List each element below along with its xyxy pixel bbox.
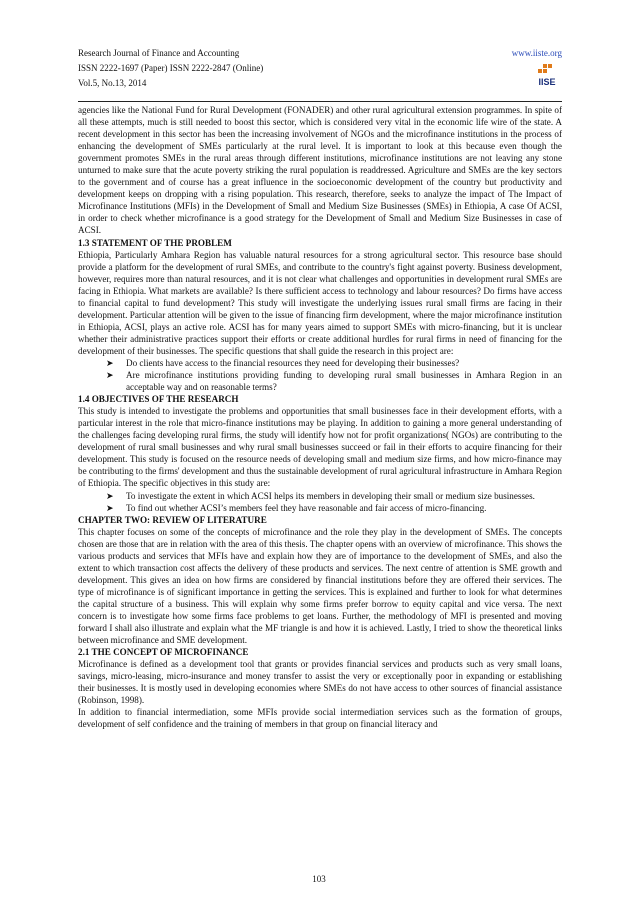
heading-chapter-two: CHAPTER TWO: REVIEW OF LITERATURE: [78, 514, 267, 525]
list-item: [106, 490, 562, 502]
paragraph-microfinance-definition: Microfinance is defined as a development tool that grants or provides financial services and products such as very small loans, savings, micro-leasing, micro-insurance and money transfer to assist the very or exceptionally poor in expanding or establishing their businesses. It is mostly used in developing economies where SMEs do not have access to other sources of financial assistance (Robinson, 1998).: [78, 659, 562, 706]
list-item: [106, 357, 562, 369]
arrow-bullet-icon: ➤: [106, 370, 114, 381]
arrow-bullet-icon: ➤: [106, 357, 114, 368]
heading-concept-of-microfinance: 2.1 THE CONCEPT OF MICROFINANCE: [78, 647, 249, 658]
research-questions-list: [78, 357, 562, 393]
logo-text: IISE: [538, 77, 556, 87]
journal-title: Research Journal of Finance and Accounting: [78, 48, 240, 58]
question-text: Do clients have access to the financial resources they need for developing their businesses?: [126, 357, 460, 368]
iiste-logo: [534, 63, 560, 89]
paragraph-intro-continued: agencies like the National Fund for Rural Development (FONADER) and other rural agricultural extension programmes. In spite of all these attempts, much is still needed to boost this sector, which is considered very vital in the economic life wire of the state. A recent development in this sector has been the increasing involvement of NGOs and the microfinance institutions in the process of enhancing the development of SMEs particularly at the rural level. It is important to look at this because even though the government promotes SMEs in the rural areas through different institutions, microfinance institutions are not leaving any stone unturned to make sure that the acute poverty striking the rural population is readdressed. Agriculture and SMEs are the key sectors to the government and of course has a great influence in the socioeconomic development of the country but productivity and development keeps on dropping with a rising population. This research, therefore, seeks to analyze the impact of The Impact of Microfinance Institutions (MFIs) in the Development of Small and Medium Size Businesses (SMEs) in Ethiopia, A case Of ACSI, in order to check whether microfinance is a good strategy for the Development of Small and Medium Size Businesses in case of ACSI.: [78, 105, 562, 236]
heading-objectives: 1.4 OBJECTIVES OF THE RESEARCH: [78, 394, 239, 405]
question-text: Are microfinance institutions providing funding to developing rural small businesses in Amhara Region in an acceptable way and on reasonable terms?: [126, 370, 562, 393]
objective-text: To find out whether ACSI’s members feel they have reasonable and fair access of micro-financing.: [126, 502, 487, 513]
journal-volume: Vol.5, No.13, 2014: [78, 78, 147, 88]
page-body: [78, 104, 562, 730]
heading-statement-of-problem: 1.3 STATEMENT OF THE PROBLEM: [78, 237, 232, 248]
list-item: [106, 369, 562, 393]
paragraph-objectives: This study is intended to investigate the problems and opportunities that small businesses face in their development efforts, with a particular interest in the role that micro-finance institutions may be playing. In addition to gaining a more general understanding of the challenges facing developing rural firms, the study will identify how not for profit organizations( NGOs) are contributing to the development of rural small businesses and why rural small businesses succeed or fail in their efforts to acquire financing for their development. This study is focused on the resource needs of developing small and medium size firms, and how micro-finance may be contributing to the firms' development and thus the sustainable development of rural agricultural infrastructure in Amhara Region of Ethiopia. The specific objectives in this study are:: [78, 406, 562, 489]
objective-text: To investigate the extent in which ACSI helps its members in developing their small or medium size businesses.: [126, 490, 535, 501]
paragraph-chapter-overview: This chapter focuses on some of the concepts of microfinance and the role they play in the development of SMEs. The concepts chosen are those that are in relation with the area of this thesis. The chapter opens with an overview of microfinance. This shows the various products and services that MFIs have and explain how they are of importance to the development of SMEs, and also the extent to which transaction cost affects the delivery of these products and services. The next centre of attention is SME growth and development. This gives an idea on how firms are considered by financial institutions before they are offered their services. The type of microfinance is of significant importance in getting the services. This is explained and further to look for what determines the capital structure of a business. This will explain why some firms prefer borrow to equity capital and vice versa. The next concern is to investigate how some firms face problems to get loans. Further, the methodology of MFI is presented and moving forward I shall also illustrate and explain what the MF triangle is and how it is achieved. Lastly, I tried to show the theoretical links between microfinance and SME development.: [78, 526, 562, 646]
page-header: [78, 46, 562, 102]
journal-url-link[interactable]: www.iiste.org: [511, 48, 562, 58]
arrow-bullet-icon: ➤: [106, 490, 114, 501]
page-number: 103: [312, 874, 326, 884]
list-item: [106, 502, 562, 514]
paragraph-problem: Ethiopia, Particularly Amhara Region has valuable natural resources for a strong agricultural sector. This resource base should provide a platform for the development of rural SMEs, and contribute to the country's fight against poverty. Business development, however, requires more than natural resources, and it is not clear what challenges and opportunities in development rural SMEs are facing in Ethiopia. What markets are available? Is there sufficient access to technology and labour resources? Do firms have access to financial capital to fund development? This study will investigate the underlying issues rural small firms are facing in their development. Particular attention will be given to the issue of financing firm development, where the major microfinance institution in Ethiopia, ACSI, plays an active role. ACSI has for many years aimed to support SMEs with micro-financing, but it is unclear whether their administrative practices support their efforts or create additional hurdles for rural firms in need of financing for the development of their businesses. The specific questions that shall guide the research in this project are:: [78, 249, 562, 356]
journal-issn: ISSN 2222-1697 (Paper) ISSN 2222-2847 (Online): [78, 63, 264, 73]
paragraph-social-intermediation: In addition to financial intermediation, some MFIs provide social intermediation services such as the formation of groups, development of self confidence and the training of members in that group on financial literacy and: [78, 707, 562, 730]
arrow-bullet-icon: ➤: [106, 502, 114, 513]
header-rule: [78, 101, 562, 102]
objectives-list: [78, 490, 562, 514]
